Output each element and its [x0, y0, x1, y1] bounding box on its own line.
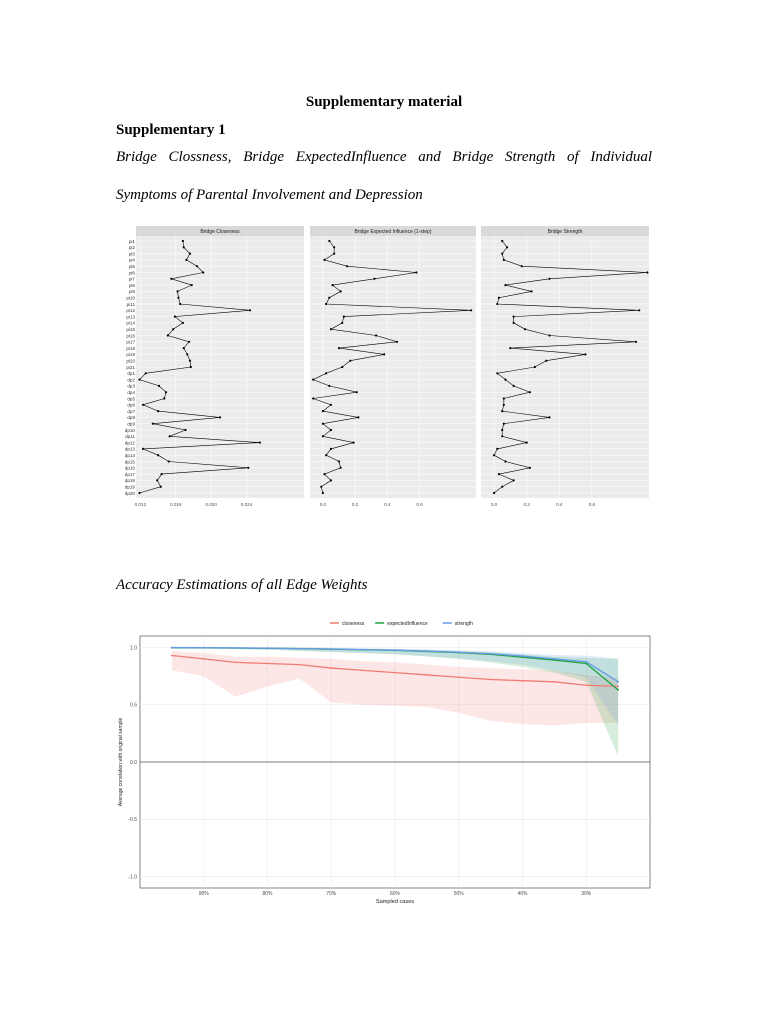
centrality-point-dp14 — [325, 454, 327, 456]
centrality-point-dp16 — [340, 467, 342, 469]
centrality-point-pi3 — [501, 253, 503, 255]
centrality-point-dp12 — [526, 442, 528, 444]
centrality-point-dp10 — [501, 429, 503, 431]
point-closeness — [617, 686, 619, 688]
centrality-point-dp11 — [322, 435, 324, 437]
centrality-point-pi11 — [496, 303, 498, 305]
centrality-point-pi15 — [172, 328, 174, 330]
node-label-dp16: dp16 — [124, 465, 135, 471]
centrality-point-pi5 — [346, 265, 348, 267]
point-closeness — [362, 669, 364, 671]
figure1-caption-line2: Symptoms of Parental Involvement and Depression — [116, 187, 423, 203]
centrality-point-pi20 — [189, 360, 191, 362]
centrality-point-pi10 — [498, 297, 500, 299]
y-tick-label: 0.0 — [130, 759, 137, 766]
centrality-point-pi6 — [646, 271, 648, 273]
point-closeness — [553, 681, 555, 683]
centrality-point-dp2 — [312, 379, 314, 381]
centrality-point-pi1 — [328, 240, 330, 242]
node-label-pi13: pi13 — [126, 314, 135, 320]
centrality-point-dp7 — [157, 410, 159, 412]
centrality-point-pi14 — [182, 322, 184, 324]
node-label-dp20: dp20 — [124, 490, 135, 496]
bridge-centrality-chart — [116, 222, 652, 512]
centrality-point-dp19 — [320, 486, 322, 488]
point-strength — [585, 661, 587, 663]
centrality-point-pi4 — [323, 259, 325, 261]
centrality-point-dp10 — [330, 429, 332, 431]
point-closeness — [235, 661, 237, 663]
centrality-point-dp6 — [142, 404, 144, 406]
centrality-point-pi2 — [333, 246, 335, 248]
centrality-point-dp9 — [503, 423, 505, 425]
centrality-point-pi17 — [635, 341, 637, 343]
centrality-point-pi5 — [521, 265, 523, 267]
centrality-point-pi19 — [383, 353, 385, 355]
centrality-point-dp14 — [157, 454, 159, 456]
centrality-point-dp17 — [323, 473, 325, 475]
node-label-dp8: dp8 — [127, 415, 135, 421]
centrality-point-pi11 — [179, 303, 181, 305]
centrality-point-pi15 — [330, 328, 332, 330]
point-closeness — [171, 655, 173, 657]
centrality-point-pi21 — [534, 366, 536, 368]
centrality-point-dp19 — [501, 486, 503, 488]
node-label-pi1: pi1 — [128, 238, 135, 244]
point-strength — [553, 658, 555, 660]
centrality-point-pi15 — [524, 328, 526, 330]
centrality-point-dp1 — [496, 372, 498, 374]
centrality-point-dp8 — [357, 416, 359, 418]
centrality-point-dp5 — [503, 397, 505, 399]
centrality-point-pi8 — [191, 284, 193, 286]
x-tick-label: 0.012 — [134, 502, 147, 507]
point-strength — [522, 655, 524, 657]
point-strength — [362, 649, 364, 651]
centrality-point-pi7 — [373, 278, 375, 280]
x-tick-label: 0.4 — [556, 502, 563, 507]
centrality-point-dp17 — [498, 473, 500, 475]
point-strength — [235, 647, 237, 649]
centrality-point-dp3 — [328, 385, 330, 387]
node-label-pi7: pi7 — [128, 276, 135, 282]
x-tick-label: 70% — [326, 891, 337, 897]
point-strength — [298, 648, 300, 650]
y-tick-label: -0.5 — [128, 817, 137, 824]
centrality-point-pi18 — [183, 347, 185, 349]
legend-label-expectedInfluence: expectedInfluence — [387, 620, 428, 627]
centrality-point-dp8 — [548, 416, 550, 418]
point-closeness — [203, 658, 205, 660]
centrality-point-dp6 — [330, 404, 332, 406]
bridge-centrality-figure — [116, 222, 652, 512]
x-tick-label: 50% — [453, 891, 464, 897]
node-label-pi21: pi21 — [126, 364, 135, 370]
centrality-point-pi14 — [513, 322, 515, 324]
centrality-point-dp9 — [322, 423, 324, 425]
edge-accuracy-figure — [116, 612, 652, 908]
x-tick-label: 40% — [517, 891, 528, 897]
node-label-dp9: dp9 — [127, 421, 135, 427]
y-tick-label: 1.0 — [130, 645, 137, 652]
centrality-point-pi13 — [174, 316, 176, 318]
centrality-point-pi4 — [185, 259, 187, 261]
legend-label-strength: strength — [454, 620, 473, 627]
centrality-point-dp3 — [158, 385, 160, 387]
edge-accuracy-chart — [116, 612, 652, 908]
centrality-point-pi16 — [375, 334, 377, 336]
x-tick-label: 0.016 — [170, 502, 182, 507]
centrality-point-dp5 — [312, 397, 314, 399]
centrality-point-dp15 — [168, 460, 170, 462]
centrality-point-pi9 — [340, 290, 342, 292]
x-tick-label: 0.0 — [319, 502, 327, 507]
centrality-point-pi18 — [338, 347, 340, 349]
centrality-point-dp18 — [330, 479, 332, 481]
x-tick-label: 80% — [262, 891, 273, 897]
centrality-point-dp4 — [529, 391, 531, 393]
x-tick-label: 60% — [389, 891, 401, 897]
node-label-dp7: dp7 — [127, 408, 135, 414]
panel-title: Bridge Strength — [547, 229, 583, 235]
centrality-point-dp20 — [138, 492, 140, 494]
centrality-point-pi17 — [396, 341, 398, 343]
point-strength — [171, 647, 173, 649]
point-strength — [426, 650, 428, 652]
point-strength — [490, 653, 492, 655]
node-label-pi10: pi10 — [126, 295, 135, 301]
centrality-point-dp20 — [322, 492, 324, 494]
centrality-point-dp7 — [501, 410, 503, 412]
point-closeness — [298, 664, 300, 666]
node-label-dp2: dp2 — [127, 377, 135, 383]
centrality-point-pi2 — [506, 246, 508, 248]
centrality-point-pi9 — [530, 290, 532, 292]
node-label-pi18: pi18 — [126, 345, 135, 351]
node-label-pi2: pi2 — [128, 245, 135, 251]
centrality-point-pi10 — [177, 297, 179, 299]
centrality-point-dp14 — [493, 454, 495, 456]
centrality-point-dp4 — [356, 391, 358, 393]
centrality-point-pi7 — [170, 278, 172, 280]
centrality-point-pi20 — [545, 360, 547, 362]
x-tick-label: 0.4 — [384, 502, 391, 507]
point-strength — [617, 681, 619, 683]
node-label-pi17: pi17 — [126, 339, 135, 345]
centrality-point-dp1 — [325, 372, 327, 374]
centrality-point-dp16 — [529, 467, 531, 469]
panel-title: Bridge Expected Influence (1-step) — [354, 229, 432, 235]
centrality-point-dp7 — [322, 410, 324, 412]
node-label-pi6: pi6 — [128, 270, 135, 276]
node-label-dp6: dp6 — [127, 402, 135, 408]
centrality-point-pi20 — [349, 360, 351, 362]
point-closeness — [426, 674, 428, 676]
centrality-point-dp20 — [493, 492, 495, 494]
point-closeness — [490, 679, 492, 681]
centrality-point-pi11 — [325, 303, 327, 305]
point-strength — [267, 647, 269, 649]
node-label-dp12: dp12 — [124, 440, 135, 446]
x-tick-label: 0.2 — [351, 502, 359, 507]
centrality-point-dp11 — [169, 435, 171, 437]
centrality-point-pi7 — [548, 278, 550, 280]
centrality-point-pi1 — [182, 240, 184, 242]
centrality-point-dp13 — [330, 448, 332, 450]
point-strength — [330, 648, 332, 650]
centrality-point-dp5 — [163, 397, 165, 399]
centrality-point-pi21 — [341, 366, 343, 368]
node-label-pi16: pi16 — [126, 333, 135, 339]
centrality-point-pi16 — [548, 334, 550, 336]
node-label-pi20: pi20 — [126, 358, 135, 364]
node-label-pi12: pi12 — [126, 308, 135, 314]
centrality-point-dp16 — [247, 467, 249, 469]
centrality-point-dp4 — [165, 391, 167, 393]
centrality-point-dp6 — [503, 404, 505, 406]
node-label-pi19: pi19 — [126, 352, 135, 358]
node-label-dp13: dp13 — [124, 446, 135, 452]
centrality-point-pi19 — [584, 353, 586, 355]
node-label-pi11: pi11 — [126, 301, 135, 307]
document-title: Supplementary material — [305, 94, 463, 110]
centrality-point-pi3 — [189, 253, 191, 255]
centrality-point-dp1 — [145, 372, 147, 374]
centrality-point-pi1 — [501, 240, 503, 242]
centrality-point-dp2 — [138, 379, 140, 381]
node-label-dp18: dp18 — [124, 478, 135, 484]
y-tick-label: 0.5 — [130, 702, 137, 709]
centrality-point-pi2 — [183, 246, 185, 248]
centrality-point-dp2 — [504, 379, 506, 381]
node-label-pi8: pi8 — [128, 282, 135, 288]
node-label-pi3: pi3 — [128, 251, 135, 257]
figure2-caption: Accuracy Estimations of all Edge Weights — [116, 577, 368, 593]
centrality-point-dp8 — [219, 416, 221, 418]
centrality-point-pi8 — [331, 284, 333, 286]
point-expectedInfluence — [617, 689, 619, 691]
x-tick-label: 90% — [198, 891, 209, 897]
centrality-point-dp18 — [513, 479, 515, 481]
centrality-point-dp9 — [152, 423, 154, 425]
panel-title: Bridge Closeness — [200, 229, 240, 235]
node-label-dp4: dp4 — [127, 390, 135, 395]
centrality-point-pi19 — [186, 353, 188, 355]
point-closeness — [522, 680, 524, 682]
node-label-pi4: pi4 — [128, 257, 135, 263]
centrality-point-pi3 — [333, 253, 335, 255]
node-label-dp14: dp14 — [124, 453, 135, 458]
centrality-point-pi21 — [190, 366, 192, 368]
node-label-dp3: dp3 — [127, 383, 135, 389]
y-tick-label: -1.0 — [128, 874, 137, 881]
point-closeness — [585, 684, 587, 686]
centrality-point-dp13 — [142, 448, 144, 450]
x-tick-label: 0.6 — [588, 502, 596, 507]
x-tick-label: 0.0 — [490, 502, 498, 507]
centrality-point-dp19 — [160, 486, 162, 488]
node-label-pi15: pi15 — [126, 327, 135, 332]
x-tick-label: 0.2 — [523, 502, 530, 507]
x-tick-label: 30% — [581, 891, 592, 897]
node-label-dp15: dp15 — [124, 459, 135, 465]
centrality-point-pi13 — [343, 316, 345, 318]
node-label-dp10: dp10 — [124, 427, 135, 433]
centrality-point-pi6 — [415, 271, 417, 273]
centrality-point-pi18 — [509, 347, 511, 349]
centrality-point-dp11 — [501, 435, 503, 437]
node-label-dp11: dp11 — [125, 434, 135, 440]
y-axis-title: Average correlation with original sample — [118, 717, 124, 807]
point-closeness — [394, 672, 396, 674]
centrality-point-pi12 — [470, 309, 472, 311]
centrality-point-pi13 — [513, 316, 515, 318]
centrality-point-dp13 — [496, 448, 498, 450]
point-strength — [203, 647, 205, 649]
node-label-pi9: pi9 — [128, 289, 135, 295]
node-label-pi14: pi14 — [126, 320, 135, 326]
centrality-point-dp17 — [161, 473, 163, 475]
centrality-point-dp3 — [513, 385, 515, 387]
centrality-point-pi12 — [249, 309, 251, 311]
centrality-point-pi14 — [341, 322, 343, 324]
centrality-point-dp10 — [184, 429, 186, 431]
centrality-point-pi4 — [503, 259, 505, 261]
centrality-point-dp12 — [352, 442, 354, 444]
x-tick-label: 0.024 — [240, 502, 253, 507]
node-label-dp1: dp1 — [127, 371, 135, 377]
point-closeness — [330, 667, 332, 669]
x-tick-label: 0.6 — [416, 502, 423, 507]
centrality-point-pi16 — [167, 334, 169, 336]
x-axis-title: Sampled cases — [375, 899, 415, 905]
point-closeness — [267, 663, 269, 665]
centrality-point-dp18 — [156, 479, 158, 481]
centrality-point-dp15 — [338, 460, 340, 462]
legend-label-closeness: closeness — [342, 620, 365, 627]
node-label-dp19: dp19 — [124, 484, 135, 490]
node-label-dp17: dp17 — [124, 471, 135, 477]
centrality-point-pi8 — [504, 284, 506, 286]
point-closeness — [458, 676, 460, 678]
centrality-point-dp15 — [504, 460, 506, 462]
centrality-point-pi10 — [328, 297, 330, 299]
point-strength — [394, 649, 396, 651]
centrality-point-dp12 — [259, 442, 261, 444]
figure1-caption-line1: Bridge Clossness, Bridge ExpectedInfluence and Bridge Strength of Individual — [116, 149, 652, 165]
centrality-point-pi17 — [188, 341, 190, 343]
centrality-point-pi12 — [638, 309, 640, 311]
node-label-pi5: pi5 — [128, 264, 135, 269]
node-label-dp5: dp5 — [127, 396, 135, 402]
centrality-point-pi9 — [176, 290, 178, 292]
section-heading: Supplementary 1 — [116, 122, 226, 138]
x-tick-label: 0.020 — [205, 502, 217, 507]
point-strength — [458, 651, 460, 653]
centrality-point-pi6 — [202, 271, 204, 273]
centrality-point-pi5 — [196, 265, 198, 267]
